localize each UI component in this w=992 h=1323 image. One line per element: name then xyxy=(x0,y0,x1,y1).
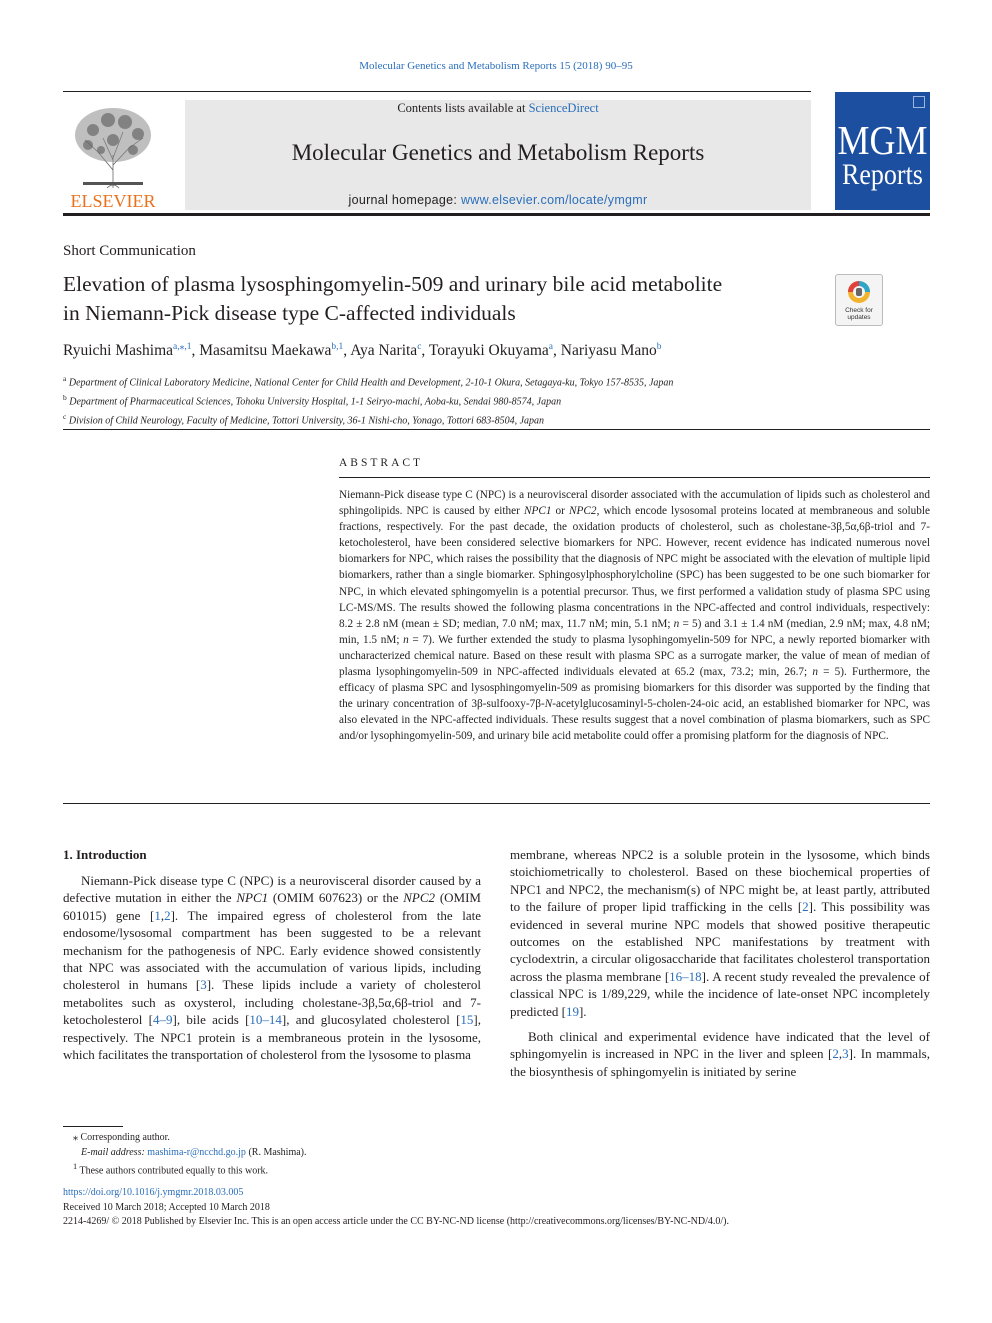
journal-cover[interactable] xyxy=(835,92,930,210)
author-affiliation-mark[interactable]: b,1 xyxy=(331,342,344,352)
footnote-text: Corresponding author. xyxy=(78,1132,170,1143)
body-text: ]. This possibility was evidenced in several murine NPC models that showed positive therapeutic outcomes on the established NPC manifestations by treatment with cyclodextrin, a circular oligosaccharide that facilitates cholesterol transportation across the plasma membrane [ xyxy=(510,899,930,984)
abstract-heading: ABSTRACT xyxy=(339,457,424,469)
author-list xyxy=(63,341,662,360)
body-text: ], and glucosylated cholesterol [ xyxy=(281,1012,461,1028)
body-text: ]. A recent study revealed the prevalence of classical NPC is 1/89,229, while the incidence of late-onset NPC incompletely predicted [ xyxy=(510,968,931,1019)
license-line: 2214-4269/ © 2018 Published by Elsevier Inc. This is an open access article under the CC BY-NC-ND license (http://creativecommons.org/licenses/BY-NC-ND/4.0/). xyxy=(63,1216,729,1227)
elsevier-wordmark: ELSEVIER xyxy=(70,191,156,210)
homepage-line xyxy=(185,193,811,207)
body-text: (OMIM 601015) gene [ xyxy=(63,890,481,923)
header-divider xyxy=(63,91,811,92)
body-text: ], bile acids [ xyxy=(172,1012,250,1028)
citation-link[interactable]: 3 xyxy=(200,977,207,993)
affiliation-item xyxy=(63,391,673,410)
check-updates-icon xyxy=(836,275,882,325)
citation-link[interactable]: 2 xyxy=(802,899,809,915)
body-paragraph xyxy=(510,1028,930,1080)
affiliation-text: Division of Child Neurology, Faculty of Medicine, Tottori University, 36-1 Nishi-cho, Yonago, Tottori 683-8504, Japan xyxy=(68,415,545,427)
gene-name: NPC1 xyxy=(236,890,269,906)
body-text: , xyxy=(838,1046,843,1062)
affiliation-key: a xyxy=(63,374,67,383)
abstract-body xyxy=(339,487,930,745)
affiliation-key: c xyxy=(63,411,67,421)
gene-name: NPC2 xyxy=(403,890,436,906)
equal-contribution-note xyxy=(63,1160,306,1179)
footnote-text: These authors contributed equally to this work. xyxy=(77,1165,269,1177)
author-affiliation-mark[interactable]: c xyxy=(417,342,422,352)
gene-name: NPC1 xyxy=(523,505,552,518)
author-name[interactable]: Masamitsu Maekawa xyxy=(199,342,332,360)
footnote-mark: 1 xyxy=(73,1162,78,1172)
citation-link[interactable]: 15 xyxy=(460,1012,474,1028)
footnote-mark: ⁎ xyxy=(73,1132,78,1143)
author-affiliation-mark[interactable]: a xyxy=(548,342,553,352)
author-separator: , xyxy=(421,342,429,360)
body-text: ]. The impaired egress of cholesterol from the late endosome/lysosomal compartment has been suggested to be a relevant mechanism for the pathogenesis of NPC. Early evidence showed consistently that NPC was associated with the accumulation of various lipids, including cholesterol in humans [ xyxy=(63,907,482,993)
author-affiliation-mark[interactable]: b xyxy=(656,342,662,352)
cover-corner-icon xyxy=(913,96,925,108)
contents-prefix: Contents lists available at xyxy=(397,101,529,115)
body-text: Niemann-Pick disease type C (NPC) is a neurovisceral disorder caused by a defective mutation in either the xyxy=(63,872,481,906)
check-updates-line1: Check for xyxy=(845,307,873,314)
affiliation-text: Department of Clinical Laboratory Medicine, National Center for Child Health and Development, 2-10-1 Okura, Setagaya-ku, Tokyo 157-8535, Japan xyxy=(68,377,674,389)
italic-symbol: n xyxy=(812,666,818,679)
journal-title: Molecular Genetics and Metabolism Reports xyxy=(291,140,705,165)
body-text: ]. xyxy=(578,1003,587,1019)
body-text: (OMIM 607623) or the xyxy=(268,890,404,906)
body-text: membrane, whereas NPC2 is a soluble protein in the lysosome, which binds stoichiometrically to cholesterol. Based on these biochemical properties of NPC1 and NPC2, the mechanism(s) of NPC might be, at least partly, attributed to the failure of proper lipid trafficking in the cells [ xyxy=(510,847,930,915)
title-line-2: in Niemann-Pick disease type C-affected individuals xyxy=(63,301,516,325)
section-heading: 1. Introduction xyxy=(63,847,147,862)
body-column-left xyxy=(63,846,481,1063)
italic-symbol: n xyxy=(673,617,680,630)
abstract-text: = 7). We further extended the study to plasma lysophingomyelin-509 for NPC, a newly reported biomarker with uncharacterized chemical nature. Based on these result with plasma SPC as a surrogate marker, the value of mean of median of plasma lysophingomyelin-509 in NPC-affected individuals elevated at 65.2 (max, 73.2; min, 26.7; xyxy=(339,633,930,679)
citation-link[interactable]: 4–9 xyxy=(153,1012,173,1028)
abstract-text: , which encode lysosomal proteins located at membraneous and soluble fractions, respectively. For the past decade, the oxidation products of cholesterol, such as cholestane-3β,5α,6β-triol and 7-ketocholesterol, have been considered selective biomarkers for NPC. However, recent evidence has indicated numerous novel biomarkers for NPC, which raises the possibility that the diagnosis of NPC might be associated with the elevation of multiple lipid biomarkers, rather than a single biomarker. Sphingosylphosphorylcholine (SPC) has been suggested to be one such biomarker for NPC, in which elevated sphingomyelin is a potential precursor. Thus, we first performed a validation study of plasma SPC using LC-MS/MS. The results showed the following plasma concentrations in the NPC-affected and control individuals, respectively: 8.2 ± 2.8 nM (mean ± SD; median, 7.0 nM; max, 11.7 nM; min, 5.1 nM; xyxy=(339,505,930,630)
author-separator: , xyxy=(553,342,561,360)
footnotes xyxy=(63,1131,306,1179)
author-name[interactable]: Torayuki Okuyama xyxy=(428,342,549,360)
abstract-text: -acetylglucosaminyl-5-cholen-24-oic acid, an established biomarker for NPC, was also elevated in the NPC-affected individuals. These results suggest that a novel combination of plasma biomarkers, such as SPC and/or lysophingomyelin-509, and urinary bile acid metabolite could offer a promising platform for the diagnosis of NPC. xyxy=(339,698,930,743)
citation-link[interactable]: 3 xyxy=(842,1046,849,1062)
citation-link[interactable]: 16–18 xyxy=(669,968,702,984)
cover-title: MGM xyxy=(837,117,928,163)
sciencedirect-link[interactable]: ScienceDirect xyxy=(528,101,599,115)
contents-line xyxy=(185,101,811,116)
abstract-text: = 5) and 3.1 ± 1.4 nM (median, 2.9 nM; max, 4.8 nM; min, 1.5 nM; xyxy=(339,617,931,646)
body-text: ]. In mammals, the biosynthesis of sphingomyelin is initiated by serine xyxy=(510,1046,930,1079)
email-note xyxy=(63,1146,306,1161)
italic-symbol: n xyxy=(403,633,409,646)
affiliation-key: b xyxy=(63,392,67,402)
received-dates: Received 10 March 2018; Accepted 10 March 2018 xyxy=(63,1201,270,1213)
corresponding-author-note xyxy=(63,1131,306,1146)
email-link[interactable]: mashima-r@ncchd.go.jp xyxy=(147,1146,246,1158)
affiliation-divider xyxy=(63,429,930,430)
author-affiliation-mark[interactable]: a,⁎,1 xyxy=(173,342,192,352)
email-label: E-mail address: xyxy=(81,1146,148,1158)
body-column-right xyxy=(510,846,930,1080)
citation-link[interactable]: 2 xyxy=(832,1046,839,1062)
elsevier-logo xyxy=(63,100,163,210)
affiliation-text: Department of Pharmaceutical Sciences, Tohoku University Hospital, 1-1 Seiryo-machi, Aoba-ku, Sendai 980-8574, Japan xyxy=(69,396,562,408)
doi-link[interactable]: https://doi.org/10.1016/j.ymgmr.2018.03.005 xyxy=(63,1187,244,1198)
footnote-text: (R. Mashima). xyxy=(245,1146,307,1158)
citation-link[interactable]: 19 xyxy=(565,1003,579,1019)
italic-symbol: N xyxy=(544,698,553,711)
affiliation-item xyxy=(63,410,673,429)
citation-link[interactable]: 2 xyxy=(164,907,171,923)
author-separator: , xyxy=(191,342,200,360)
body-text: ], respectively. The NPC1 protein is a membraneous protein in the lysosome, which facilitates the transportation of cholesterol from the lysosome to plasma xyxy=(63,1012,481,1062)
abstract-end-divider xyxy=(63,803,930,804)
abstract-text: Niemann-Pick disease type C (NPC) is a neurovisceral disorder associated with the accumulation of lipids such as cholesterol and sphingolipids. NPC is caused by either xyxy=(339,489,930,518)
body-paragraph xyxy=(510,846,930,1020)
body-text: ]. These lipids include a variety of cholesterol metabolites such as oxysterol, including cholestane-3β,5α,6β-triol and 7-ketocholesterol [ xyxy=(63,977,481,1028)
journal-reference[interactable]: Molecular Genetics and Metabolism Reports 15 (2018) 90–95 xyxy=(359,60,633,72)
article-info xyxy=(63,1186,729,1230)
homepage-prefix: journal homepage: xyxy=(348,193,461,207)
citation-link[interactable]: 10–14 xyxy=(249,1012,282,1028)
author-name[interactable]: Nariyasu Mano xyxy=(560,342,657,360)
article-type: Short Communication xyxy=(63,243,196,259)
cover-subtitle: Reports xyxy=(842,157,923,192)
abstract-divider xyxy=(339,477,930,478)
author-name[interactable]: Ryuichi Mashima xyxy=(63,342,174,360)
body-text: Both clinical and experimental evidence have indicated that the level of sphingomyelin is increased in NPC in the liver and spleen [ xyxy=(510,1029,930,1062)
body-text: , xyxy=(160,907,165,923)
author-name[interactable]: Aya Narita xyxy=(350,342,418,360)
title-line-1: Elevation of plasma lysosphingomyelin-509 and urinary bile acid metabolite xyxy=(63,272,723,296)
elsevier-tree-icon xyxy=(63,100,163,210)
abstract-text: or xyxy=(551,505,570,518)
check-for-updates-button[interactable] xyxy=(835,274,883,326)
affiliations xyxy=(63,372,673,429)
author-separator: , xyxy=(343,342,351,360)
article-title xyxy=(63,270,823,328)
homepage-link[interactable]: www.elsevier.com/locate/ymgmr xyxy=(460,193,648,207)
abstract-text: = 5). Furthermore, the efficacy of plasma SPC and lysosphingomyelin-509 as promising biomarkers for this disorder was supported by the finding that the urinary concentration of 3β-sulfooxy-7β- xyxy=(339,666,930,711)
body-paragraph xyxy=(63,872,481,1063)
affiliation-item xyxy=(63,372,673,391)
check-updates-line2: updates xyxy=(847,314,871,321)
citation-link[interactable]: 1 xyxy=(154,907,161,923)
footnote-divider xyxy=(63,1126,123,1127)
gene-name: NPC2 xyxy=(569,505,597,518)
header-thick-divider xyxy=(63,213,930,216)
